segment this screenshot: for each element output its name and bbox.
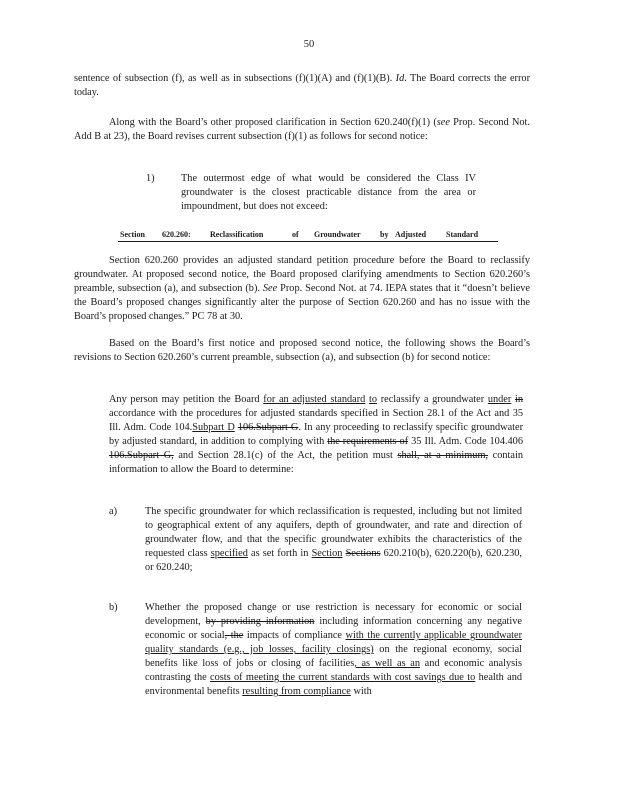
deletion: , the <box>224 630 244 641</box>
paragraph-section-620-260 <box>74 254 530 324</box>
quoted-rule-preamble <box>109 393 523 477</box>
text: with <box>350 686 372 697</box>
text: Section 620.260 provides an adjusted standard petition procedure before the Board to reclassify groundwater. At proposed second notice, the Board proposed clarifying amendments to Section 620.260’s preamble, subsection (a), and subsection (b). <box>74 255 530 294</box>
deletion: 106.Subpart G <box>237 422 299 433</box>
citation-id: Id <box>395 73 405 84</box>
text: health and environmental benefits <box>145 672 522 697</box>
text: Along with the Board’s other proposed clarification in Section 620.240(f)(1) ( <box>109 117 437 128</box>
text: and Section 28.1(c) of the Act, the petition must <box>173 450 398 461</box>
text: 35 Ill. Adm. Code 104.406 <box>408 436 523 447</box>
heading-word: Section <box>120 230 145 239</box>
text: 620.210(b), 620.220(b), 620.230, or 620.240; <box>145 548 522 573</box>
text: Any person may petition the Board <box>109 394 264 405</box>
text: reclassify a groundwater <box>377 394 488 405</box>
insertion: , as well as an <box>354 658 420 669</box>
text: . In any proceeding to reclassify specific groundwater by adjusted standard, in addition to complying with <box>109 422 524 447</box>
page-number: 50 <box>303 39 315 50</box>
text: as set forth in <box>247 548 312 559</box>
text: accordance with the procedures for adjusted standards specified in Section 28.1 of the Act and 35 Ill. Adm. Code 104. <box>109 408 523 433</box>
text: Prop. Second Not. Add B at 23), the Board revises current subsection (f)(1) as follows for second notice: <box>74 117 530 142</box>
text: The specific groundwater for which reclassification is requested, including but not limited to geographical extent of any aquifers, depth of groundwater, and rate and direction of groundwater flow, and that the specific groundwater exhibits the characteristics of the requested class <box>145 506 522 559</box>
deletion: 106.Subpart G, <box>109 450 174 461</box>
subsection-label: b) <box>109 602 118 613</box>
deletion: Sections <box>345 548 381 559</box>
paragraph-clarification <box>74 116 530 144</box>
provision-text: The outermost edge of what would be considered the Class IV groundwater is the closest practicable distance from the area or impoundment, but does not exceed: <box>181 173 476 212</box>
text: impacts of compliance <box>243 630 346 641</box>
deletion: in <box>515 394 524 405</box>
heading-word: of <box>292 230 299 239</box>
text: Whether the proposed change or use restriction is necessary for economic or social development, <box>145 602 522 627</box>
insertion: under <box>487 394 512 405</box>
provision-number: 1) <box>146 173 155 184</box>
text: sentence of subsection (f), as well as in subsections (f)(1)(A) and (f)(1)(B). <box>74 73 396 84</box>
text: contain information to allow the Board to determine: <box>109 450 523 475</box>
paragraph-revisions-intro <box>74 337 530 365</box>
heading-word: Adjusted <box>395 230 427 239</box>
section-heading <box>118 229 498 242</box>
insertion: costs of meeting the current standards with cost savings due to <box>210 672 476 683</box>
text: Based on the Board’s first notice and proposed second notice, the following shows the Board’s revisions to Section 620.260’s current preamble, subsection (a), and subsection (b) for second notice: <box>74 338 530 363</box>
citation-see: see <box>436 117 450 128</box>
heading-word: by <box>380 230 389 239</box>
insertion: Subpart D <box>192 422 235 433</box>
heading-word: Groundwater <box>314 230 361 239</box>
text: . The Board corrects the error today. <box>74 73 530 98</box>
subsection-text <box>145 601 522 699</box>
citation-see: See <box>262 283 278 294</box>
heading-word: 620.260: <box>162 230 191 239</box>
paragraph-sentence-correction <box>74 72 530 100</box>
insertion: for an adjusted standard <box>263 394 366 405</box>
insertion: specified <box>210 548 248 559</box>
insertion: resulting from compliance <box>242 686 351 697</box>
deletion: by providing information <box>205 616 315 627</box>
text: and economic analysis contrasting the <box>145 658 522 683</box>
subsection-label: a) <box>109 506 117 517</box>
insertion: Section <box>311 548 343 559</box>
text: on the regional economy, social benefits like loss of jobs or closing of facilities <box>145 644 523 669</box>
text: Prop. Second Not. at 74. IEPA states that it “doesn’t believe the Board’s proposed changes significantly alter the purpose of Section 620.260 and has no issue with the Board’s proposed changes.” PC 78 at 30. <box>74 283 531 322</box>
heading-word: Standard <box>446 230 479 239</box>
heading-word: Reclassification <box>210 230 264 239</box>
deletion: shall, at a minimum, <box>397 450 489 461</box>
insertion: to <box>369 394 378 405</box>
deletion: the requirements of <box>327 436 409 447</box>
insertion: with the currently applicable groundwater quality standards (e.g., job losses, facility closings) <box>145 630 522 655</box>
subsection-text <box>145 505 522 575</box>
text: including information concerning any negative economic or social <box>145 616 522 641</box>
